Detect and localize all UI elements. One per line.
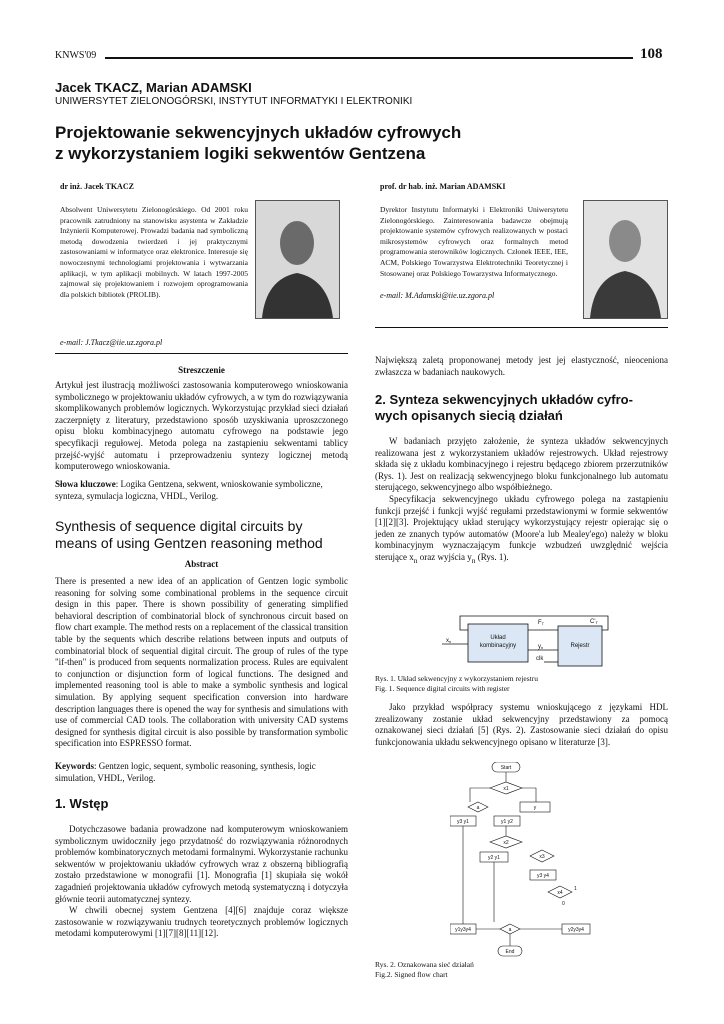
portrait-icon [584,201,667,318]
xn-subscript: n [413,555,418,565]
start-label: Start [500,765,512,771]
abstract-text: There is presented a new idea of an application of Gentzen logic symbolic reasoning for solving some combinational problems in the sequence circuit design in this paper. There is shown possibility of generating simplified behavioral description of combinatorial block of synchronous circuit based on flow chart example. The method rests on a replacement of the classical transition table by the sequents which describe relations between inputs and outputs of combinatorial block of sequential digital circuit. The group of rules of the type "if-then" is produced from sequents normalization process. Rules are equivalent to conjunction or disjunction form of logical functions. The designed and implemented reasoning tool is able to make a symbolic synthesis and logical simulation. By applying sequent specification conversion into hardware description languages there is opened the way for synthesis and simulations with use of commercial CAD tools. The collaboration with university CAD systems designed for synthesis digital circuit is also possible by transformation symbolic specification into ESPRESSO format. [55,576,348,749]
author2-photo [583,200,668,319]
y1y2-label: y1 y2 [501,819,513,825]
section1-paragraph-2: W chwili obecnej system Gentzena [4][6] znajduje coraz większe zastosowanie w rozwiązywaniu trudnych teoretycznych problemów logicznych metodami komputerowymi [1][7][8][11][12]. [55,905,348,939]
section2-body [375,436,668,566]
streszczenie-text: Artykuł jest ilustracją możliwości zastosowania komputerowego wnioskowania symbolicznego w projektowaniu układów cyfrowych, a w tym do rozwiązywania skomplikowanych problemów logicznych. Wykorzystując przykład sieci działań zaczerpnięty z literatury, przedstawiono sposób uzyskiwania uproszczonego opisu bloku kombinacyjnego automatu cyfrowego na podstawie jego specyfikacji regułowej. Metoda polega na zastąpieniu sekwentami tablicy przejść-wyjść automatu i przeprowadzeniu syntezy logicznej metodą komputerowego wnioskowania. [55,380,348,472]
affiliation: UNIWERSYTET ZIELONOGÓRSKI, INSTYTUT INFORMATYKI I ELEKTRONIKI [55,96,413,107]
x1-label: x1 [503,786,509,792]
abstract-heading: Abstract [184,559,219,569]
bio2-email[interactable]: e-mail: M.Adamski@iie.uz.zgora.pl [380,291,495,300]
keywords-pl [55,479,348,502]
clk-label: clk [536,656,544,662]
figure-1-caption-en: Fig. 1. Sequence digital circuits with register [375,684,510,693]
bio2-rule [375,327,668,328]
section1-paragraph-1: Dotychczasowe badania prowadzone nad komputerowym wnioskowaniem symbolicznym uwidoczniły jego przydatność do rozwiązywania różnorodnych problemów kombinatorycznych metodami formalnymi. Wykorzystanie rachunku sekwentów w projektowaniu układów cyfrowych wraz z obszerną bibliografią zostało przedstawione w monografii [1]. Monografia [1] skupiała się wokół zagadnień projektowania układów cyfrowych metodą systematyczną i dotyczyła głównie teorii automatycznej syntezy. [55,824,348,904]
keywords-en-label: Keywords [55,761,94,771]
author1-photo [255,200,340,319]
section2-paragraph-2-end: (Rys. 1). [475,551,509,562]
bio1-text: Absolwent Uniwersytetu Zielonogórskiego. Od 2001 roku pracownik zatrudniony na stanowisku asystenta w Zakładzie Inżynierii Komputerowej. Prowadzi badania nad symboliczną metodą dowodzenia twierdzeń i jej praktycznymi zastosowaniami w informatyce oraz elektronice. Interesuje się nowoczesnymi technologiami projektowania i wytwarzania aplikacji, w tym aplikacji mobilnych. W latach 1997-2005 zajmował się projektowaniem i rozwojem oprogramowania dla polskich bibliotek (PROLIB). [60,205,248,299]
bio1-rule [55,353,348,354]
a-label-2: a [508,927,512,933]
zero-label: 0 [562,901,565,907]
right-intro-paragraph: Największą zaletą proponowanej metody jest jej elastyczność, nieoceniona zwłaszcza w badaniach naukowych. [375,355,668,377]
figure-1-caption-pl: Rys. 1. Układ sekwencyjny z wykorzystaniem rejestru [375,674,538,683]
end-label: End [505,949,515,955]
section2-heading-line-1: 2. Synteza sekwencyjnych układów cyfro- [375,392,633,407]
bio2-name: prof. dr hab. inż. Marian ADAMSKI [380,182,506,191]
keywords-en-list: : Gentzen logic, sequent, symbolic reasoning, synthesis, logic simulation, VHDL, Verilog. [55,761,316,783]
streszczenie-heading: Streszczenie [178,365,225,375]
comb-label-2: kombinacyjny [479,643,517,649]
one-label: 1 [574,886,577,892]
section2-paragraph-3: Jako przykład współpracy systemu wnioskującego z językami HDL zrealizowany zostanie układ sekwencyjny przedstawiony za pomocą oznakowanej sieci działań [5] (Rys. 2). Zastosowanie sieci działań do opisu funkcjonowania układu sekwencyjnego opisano w literaturze [3]. [375,702,668,747]
section2-heading-line-2: wych opisanych siecią działań [375,408,563,423]
bio2-text: Dyrektor Instytutu Informatyki i Elektroniki Uniwersytetu Zielonogórskiego. Zainteresowania badawcze obejmują projektowanie systemów cyfrowych realizowanych w postaci mikrosystemów cyfrowych oraz formalnych metod programowania sterowników logicznych. Członek IEEE, IEE, ACM, Polskiego Towarzystwa Elektrotechniki Teoretycznej i Stosowanej oraz Polskiego Towarzystwa Informatycznego. [380,205,568,278]
journal-name: KNWS'09 [55,50,97,61]
comb-label-1: Układ [490,635,506,641]
portrait-icon [256,201,339,318]
y1-label: y [533,805,537,811]
section2-paragraph-2-text: Specyfikacja sekwencyjnego układu cyfrowego polega na zastąpieniu funkcji przejść i funkcji wyjść regułami przedstawionymi w formie sekwentów [1][2][3]. Projektujący układ sterujący wykorzystujący rejestr opierając się o jeden ze znanych typów automatów (Moore'a lub Mealey'ego) należy w bloku kombinacyjnym wyznaczającym funkcje wzbudzeń uwzględnić wejścia sterujące x [375,493,668,562]
ct-label: C'T [590,619,598,625]
title-line-1: Projektowanie sekwencyjnych układów cyfrowych [55,123,462,142]
page-number: 108 [640,46,663,62]
x3-label: x3 [539,854,545,860]
keywords-pl-list: : Logika Gentzena, sekwent, wnioskowanie symboliczne, synteza, symulacja logiczna, VHDL, Verilog. [55,479,323,501]
header-rule [105,57,633,59]
xn-label: xn [446,638,452,644]
authors: Jacek TKACZ, Marian ADAMSKI [55,80,252,95]
y3y1-label: y3 y1 [457,819,469,825]
section1-heading: 1. Wstęp [55,796,109,811]
bio1-name: dr inż. Jacek TKACZ [60,182,134,191]
section1-body [55,824,348,940]
y2y3y4-label: y2y3y4 [568,927,584,933]
yn-subscript: n [471,555,476,565]
english-title: Synthesis of sequence digital circuits by means of using Gentzen reasoning method [55,518,323,551]
section2-heading [375,392,668,424]
y2y1-label: y2 y1 [488,855,500,861]
bio1-email[interactable]: e-mail: J.Tkacz@iie.uz.zgora.pl [60,338,163,347]
section2-paragraph-1: W badaniach przyjęto założenie, że synteza układów sekwencyjnych realizowana jest z wykorzystaniem układów rejestrowych. Układ rejestrowy składa się z układu kombinacyjnego i rejestru będącego zbiorem przerzutników (Rys. 1). Jest on realizacją sekwencyjnego bloku funkcjonalnego lub automatu sterującego, sekwencyjnego albo współbieżnego. [375,436,668,493]
figure-2-caption-pl: Rys. 2. Oznakowana sieć działań [375,960,474,969]
y3y4-label: y3 y4 [537,873,549,879]
keywords-pl-label: Słowa kluczowe [55,479,116,489]
section2-paragraph-2-mid: oraz wyjścia y [417,551,472,562]
x2-label: x2 [503,840,509,846]
page-title [55,122,535,164]
keywords-en [55,761,348,784]
x4-label: x4 [557,890,563,896]
figure-2-flowchart [450,762,600,958]
figure-2-caption-en: Fig.2. Signed flow chart [375,970,448,979]
yn-label: yn [538,644,544,650]
title-line-2: z wykorzystaniem logiki sekwentów Gentzena [55,144,426,163]
figure-1-diagram [440,612,610,670]
ft-label: FT [538,620,545,626]
a-label-1: a [476,805,480,811]
y1y3y4-label: y1y3y4 [455,927,471,933]
section2-paragraph-2 [375,494,668,566]
register-label: Rejestr [570,643,590,649]
